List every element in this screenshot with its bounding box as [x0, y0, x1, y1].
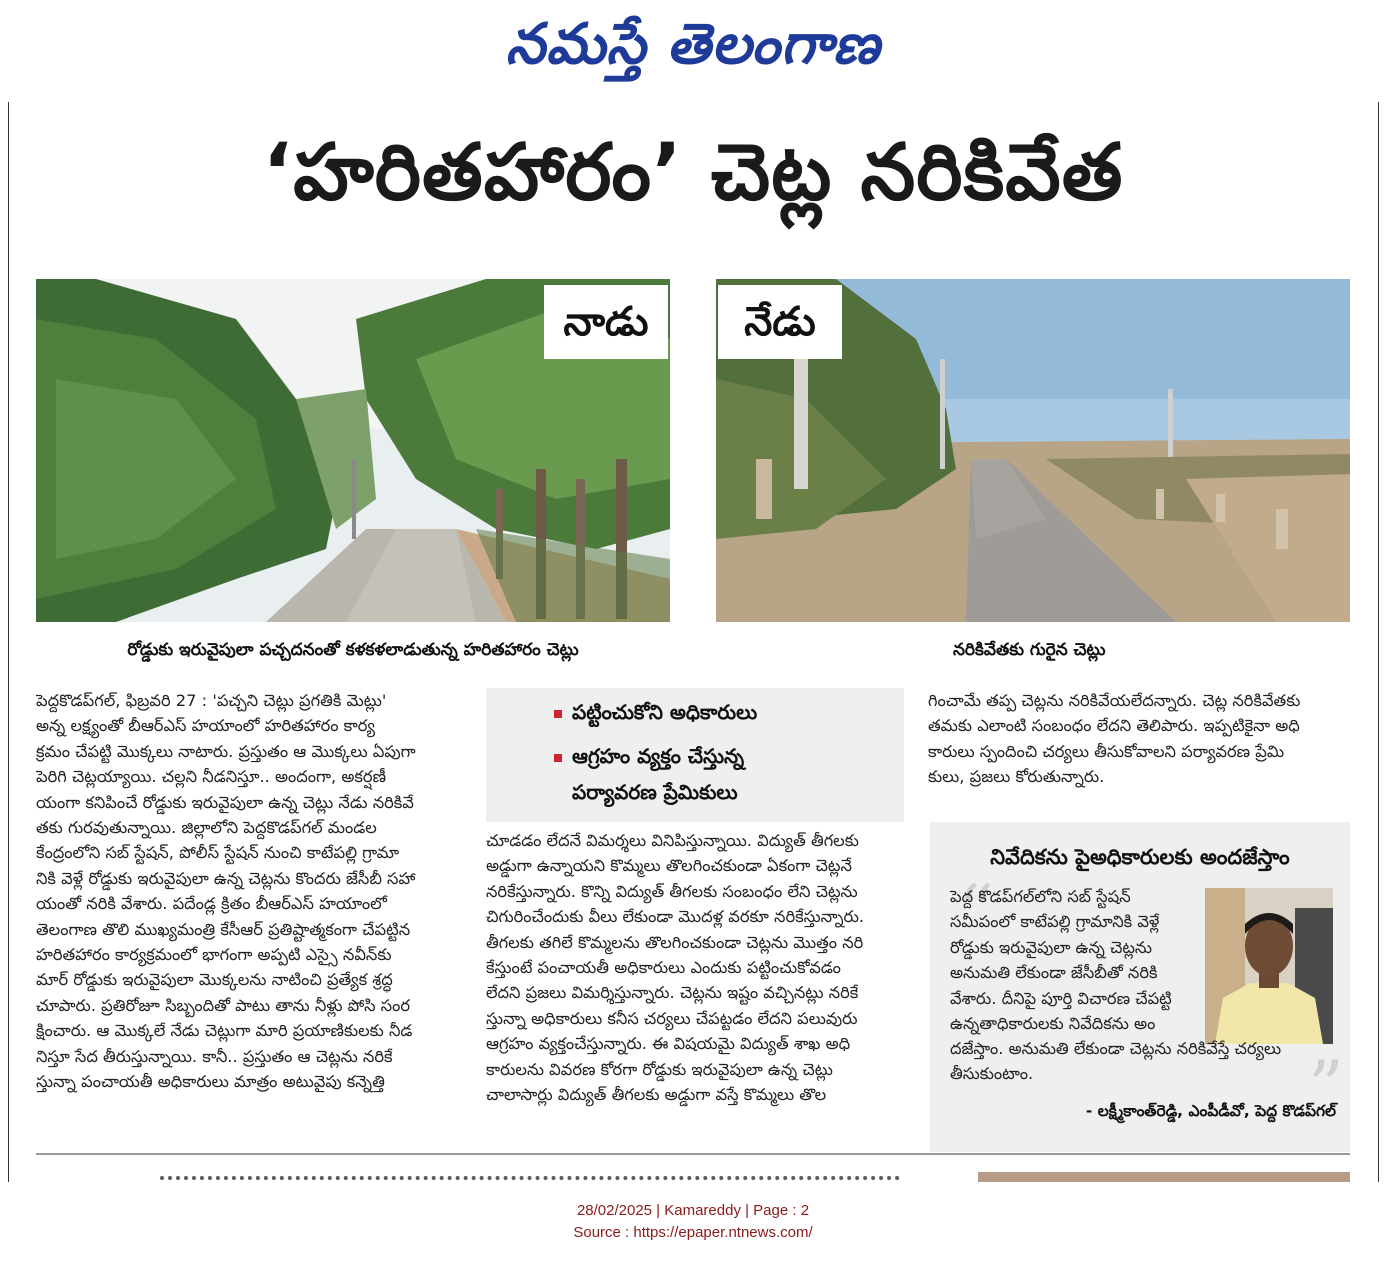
- text-line: కేంద్రంలోని సబ్ స్టేషన్, పోలీస్ స్టేషన్ నుంచి కాటేపల్లి గ్రామా: [36, 843, 400, 863]
- page-border-right: [1378, 102, 1379, 1182]
- text-line: చాలాసార్లు విద్యుత్ తీగలకు అడ్డుగా వస్తే కొమ్మలు తొల: [486, 1085, 827, 1105]
- text-line: స్తున్నా పంచాయతీ అధికారులు మాత్రం అటువైపు కన్నెత్తి: [36, 1072, 385, 1092]
- text-line: సమీపంలో కాటేపల్లి గ్రామానికి వెళ్లే: [950, 912, 1160, 932]
- close-quote-icon: ”: [1308, 1046, 1344, 1128]
- text-line: ఉన్నతాధికారులకు నివేదికను అం: [950, 1014, 1156, 1034]
- text-line: స్తున్నా అధికారులు కనీస చర్యలు చేపట్టడం లేదని పలువురు: [486, 1008, 858, 1028]
- text-line: మార్ రోడ్డుకు ఇరువైపులా మొక్కలను నాటించి ప్రత్యేక శ్రద్ధ: [36, 970, 393, 990]
- text-line: చిగురించేందుకు వీలు లేకుండా మొదళ్ల వరకూ నరికేస్తున్నారు.: [486, 907, 865, 927]
- text-line: పెరిగి చెట్లయ్యాయి. చల్లని నీడనిస్తూ.. అందంగా, అకర్షణీ: [36, 767, 387, 787]
- highlight-bullet-2-line-1: ఆగ్రహం వ్యక్తం చేస్తున్న: [572, 744, 745, 768]
- text-line: తెలంగాణ తొలి ముఖ్యమంత్రి కేసీఆర్ ప్రతిష్టాత్మకంగా చేపట్టిన: [36, 919, 411, 939]
- text-line: రోడ్డుకు ఇరువైపులా ఉన్న చెట్లను: [950, 937, 1152, 957]
- caption-after: నరికివేతకు గురైన చెట్లు: [953, 640, 1106, 660]
- next-article-cutoff: [160, 1176, 900, 1184]
- text-line: కేస్తుంటే పంచాయతీ అధికారులు ఎందుకు పట్టించుకోవడం: [486, 958, 841, 978]
- text-line: యంతో నరికి వేశారు. పదేండ్ల క్రితం బీఆర్‌ఎస్ హయాంలో: [36, 894, 387, 914]
- text-line: నిస్తూ సేద తీరుస్తున్నాయి. కానీ.. ప్రస్తుతం ఆ చెట్లను నరికే: [36, 1046, 393, 1066]
- text-line: అడ్డుగా ఉన్నాయని కొమ్మలు తొలగించకుండా ఏకంగా చెట్లనే: [486, 856, 852, 876]
- text-line: దజేస్తాం. అనుమతి లేకుండా చెట్లను నరికివేస్తే చర్యలు: [950, 1039, 1282, 1058]
- text-line: తీగలకు తగిలే కొమ్మలను తొలగించకుండా చెట్లను మొత్తం నరి: [486, 932, 864, 952]
- quote-text-narrow: [950, 884, 1198, 1036]
- page-border-left: [8, 102, 9, 1182]
- text-line: పెద్ద కొడప్‌గల్‌లోని సబ్ స్టేషన్: [950, 887, 1131, 906]
- text-line: నికి వెళ్లే రోడ్డుకు ఇరువైపులా ఉన్న చెట్లను కొందరు జేసీబీ సహా: [36, 868, 416, 888]
- footer-date-line: 28/02/2025 | Kamareddy | Page : 2: [576, 1202, 810, 1219]
- text-line: క్షించారు. ఆ మొక్కలే నేడు చెట్లుగా మారి ప్రయాణికులకు నీడ: [36, 1021, 413, 1041]
- highlight-bullet-1-text: పట్టించుకోని అధికారులు: [572, 700, 758, 724]
- text-line: తకు గురవుతున్నాయి. జిల్లాలోని పెద్దకొడప్‌గల్ మండల: [36, 818, 377, 838]
- text-line: ఆగ్రహం వ్యక్తంచేస్తున్నారు. ఈ విషయమై విద్యుత్ శాఖ అధి: [486, 1034, 851, 1054]
- highlight-bullet-2-line-2: పర్యావరణ ప్రేమికులు: [572, 780, 738, 804]
- text-line: తీసుకుంటాం.: [950, 1064, 1034, 1084]
- text-line: క్రమం చేపట్టి మొక్కలు నాటారు. ప్రస్తుతం ఆ మొక్కలు ఏపుగా: [36, 741, 416, 761]
- text-line: చూడడం లేదనే విమర్శలు వినిపిస్తున్నాయి. విద్యుత్ తీగలకు: [486, 831, 859, 850]
- highlight-box: [486, 688, 904, 822]
- article-headline: ‘హరితహారం’ చెట్ల నరికివేత: [262, 128, 1124, 218]
- article-column-2: [486, 828, 904, 1107]
- tag-before: నాడు: [544, 285, 668, 359]
- text-line: తమకు ఎలాంటి సంబంధం లేదని తెలిపారు. ఇప్పటికైనా అధి: [928, 716, 1300, 736]
- text-line: కారులను వివరణ కోరగా రోడ్డుకు ఇరువైపులా ఉన్న చెట్లు: [486, 1059, 833, 1079]
- official-quote-box: [930, 822, 1350, 1152]
- quote-text-wide: [950, 1036, 1336, 1087]
- quote-title: నివేదికను పైఅధికారులకు అందజేస్తాం: [990, 845, 1290, 869]
- highlight-bullet-1: [554, 696, 757, 728]
- next-article-photo-cutoff: [978, 1172, 1350, 1182]
- text-line: అన్న లక్ష్యంతో బీఆర్‌ఎస్ హయాంలో హరితహారం కార్య: [36, 716, 375, 736]
- text-line: కారులు స్పందించి చర్యలు తీసుకోవాలని పర్యావరణ ప్రేమి: [928, 741, 1285, 761]
- quote-attribution: - లక్ష్మీకాంత్‌రెడ్డి, ఎంపీడీవో, పెద్ద కొడప్‌గల్: [1085, 1102, 1336, 1120]
- text-line: లేదని ప్రజలు విమర్శిస్తున్నారు. చెట్లను ఇష్టం వచ్చినట్లు నరికే: [486, 983, 859, 1003]
- article-column-1: [36, 688, 464, 1095]
- tag-after: నేడు: [718, 285, 842, 359]
- caption-before: రోడ్డుకు ఇరువైపులా పచ్చదనంతో కళకళలాడుతున్న హరితహారం చెట్లు: [127, 640, 579, 660]
- masthead-logo-text: నమస్తే తెలంగాణ: [505, 11, 881, 77]
- article-column-3: [928, 688, 1350, 790]
- bottom-divider: [36, 1153, 1350, 1155]
- bullet-square-icon: [554, 754, 562, 762]
- text-line: చూపారు. ప్రతిరోజూ సిబ్బందితో పాటు తాను నీళ్లు పోసి సంర: [36, 995, 411, 1015]
- text-line: గించామే తప్ప చెట్లను నరికివేయలేదన్నారు. చెట్ల నరికివేతకు: [928, 691, 1301, 710]
- masthead-logo: [0, 4, 1386, 84]
- text-line: అనుమతి లేకుండా జేసీబీతో నరికి: [950, 963, 1158, 983]
- text-line: నరికేస్తున్నారు. కొన్ని విద్యుత్ తీగలకు సంబంధం లేని చెట్లను: [486, 881, 858, 901]
- bullet-square-icon: [554, 710, 562, 718]
- text-line: హరితహారం కార్యక్రమంలో భాగంగా అప్పటి ఎస్సై నవీన్‌కు: [36, 945, 392, 965]
- footer-source-link[interactable]: Source : https://epaper.ntnews.com/: [573, 1224, 813, 1241]
- open-quote-icon: “: [958, 870, 994, 952]
- text-line: వేశారు. దీనిపై పూర్తి విచారణ చేపట్టి: [950, 988, 1172, 1008]
- official-portrait-photo: [1205, 888, 1333, 1044]
- highlight-bullet-2: [554, 740, 744, 772]
- text-line: కులు, ప్రజలు కోరుతున్నారు.: [928, 767, 1105, 787]
- text-line: యంగా కనిపించే రోడ్డుకు ఇరువైపులా ఉన్న చెట్లు నేడు నరికివే: [36, 792, 414, 812]
- text-line: పెద్దకొడప్‌గల్, ఫిబ్రవరి 27 : 'పచ్చని చెట్లు ప్రగతికి మెట్లు': [36, 691, 387, 710]
